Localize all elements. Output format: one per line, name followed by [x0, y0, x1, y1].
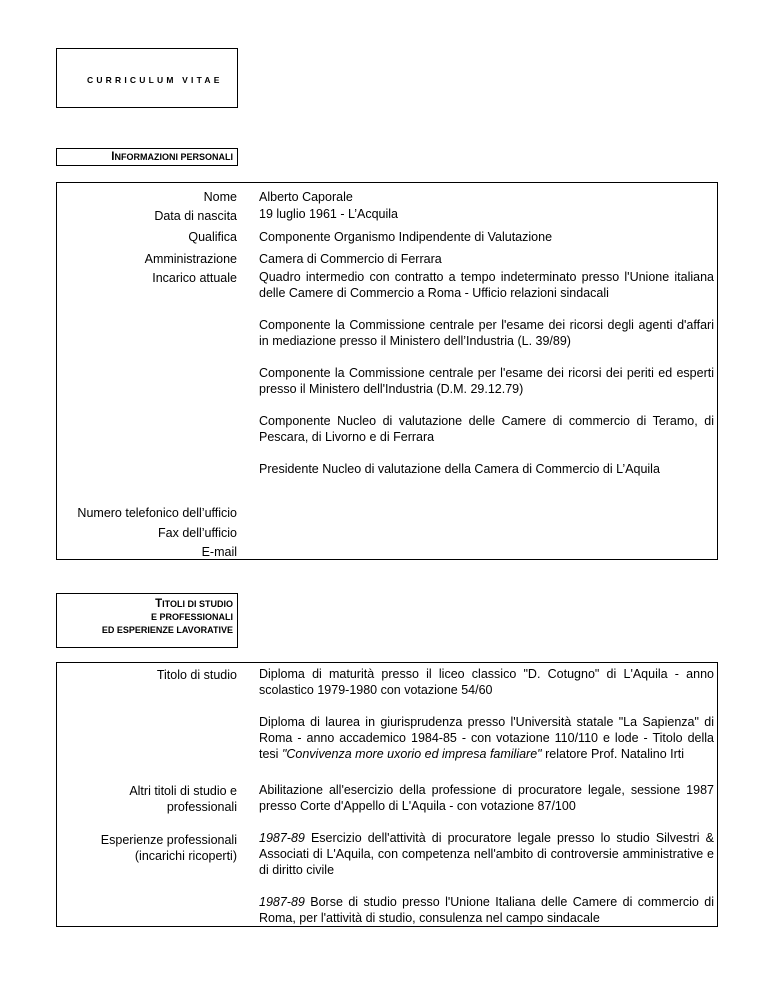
heading-line-2: E PROFESSIONALI	[150, 612, 233, 622]
titolo-2-relatore: relatore Prof. Natalino Irti	[541, 747, 685, 761]
label-nome: Nome	[203, 190, 237, 204]
heading-initial: T	[155, 598, 163, 610]
esperienza-1-text: Esercizio dell'attività di procuratore legale presso lo studio Silvestri & Associati di L'Aquila, con competenza nell'ambito di controversie amministrative e di diritto civile	[259, 831, 714, 877]
label-incarico: Incarico attuale	[152, 271, 237, 285]
esperienza-1-year: 1987-89	[259, 831, 305, 845]
value-incarico-2: Componente la Commissione centrale per l'esame dei ricorsi degli agenti d'affari in mediazione presso il Ministero dell’Industria (L. 39/89)	[259, 318, 714, 348]
value-incarico-4: Componente Nucleo di valutazione delle Camere di commercio di Teramo, di Pescara, di Livorno e di Ferrara	[259, 414, 714, 444]
value-data-nascita: 19 luglio 1961 - L’Acquila	[259, 207, 398, 221]
esperienza-2-year: 1987-89	[259, 895, 305, 909]
value-incarico-3: Componente la Commissione centrale per l'esame dei ricorsi dei periti ed esperti presso il Ministero dell'Industria (D.M. 29.12.79)	[259, 366, 714, 396]
section-heading-education	[56, 593, 238, 648]
label-fax: Fax dell’ufficio	[158, 526, 237, 540]
heading-text: ITOLI DI STUDIO	[162, 599, 233, 609]
thesis-title: "Convivenza more uxorio ed impresa familiare"	[281, 747, 542, 761]
label-altri-titoli-1: Altri titoli di studio e	[129, 784, 237, 798]
label-telefono: Numero telefonico dell’ufficio	[77, 506, 237, 520]
personal-info-panel	[56, 182, 718, 560]
value-incarico-5: Presidente Nucleo di valutazione della Camera di Commercio di L’Aquila	[259, 462, 660, 476]
label-data-nascita: Data di nascita	[154, 209, 237, 223]
title-box	[56, 48, 238, 108]
label-email: E-mail	[201, 545, 237, 559]
document-title: CURRICULUM VITAE	[87, 75, 223, 85]
label-altri-titoli-2: professionali	[166, 800, 237, 814]
label-amministrazione: Amministrazione	[144, 252, 237, 266]
esperienza-2-text: Borse di studio presso l'Unione Italiana delle Camere di commercio di Roma, per l'attività di studio, consulenza nel campo sindacale	[259, 895, 714, 925]
heading-line-1	[57, 598, 233, 611]
value-esperienza-1	[259, 830, 714, 878]
heading-line-3: ED ESPERIENZE LAVORATIVE	[101, 625, 233, 635]
label-titolo: Titolo di studio	[156, 668, 237, 682]
value-altri-titoli: Abilitazione all'esercizio della professione di procuratore legale, sessione 1987 presso Corte d'Appello di L'Aquila - con votazione 87/100	[259, 783, 714, 813]
value-nome: Alberto Caporale	[259, 190, 353, 204]
value-esperienza-2	[259, 894, 714, 926]
section-heading-personal-info	[56, 148, 238, 166]
heading-initial: I	[111, 151, 115, 163]
education-panel	[56, 662, 718, 927]
titolo-2-text: Diploma di laurea in giurisprudenza presso l'Università statale "La Sapienza" di Roma - anno accademico 1984-85 - con votazione 110/110 e lode - Titolo della tesi	[259, 715, 714, 761]
value-titolo-2	[259, 714, 714, 762]
value-titolo-1: Diploma di maturità presso il liceo classico "D. Cotugno" di L'Aquila - anno scolastico 1979-1980 con votazione 54/60	[259, 667, 714, 697]
heading-text: NFORMAZIONI PERSONALI	[114, 152, 233, 162]
value-amministrazione: Camera di Commercio di Ferrara	[259, 252, 442, 266]
label-esperienze-1: Esperienze professionali	[100, 833, 237, 847]
value-incarico-1: Quadro intermedio con contratto a tempo indeterminato presso l'Unione italiana delle Camere di Commercio a Roma - Ufficio relazioni sindacali	[259, 270, 714, 300]
value-qualifica: Componente Organismo Indipendente di Valutazione	[259, 230, 553, 244]
label-esperienze-2: (incarichi ricoperti)	[134, 849, 237, 863]
label-qualifica: Qualifica	[188, 230, 237, 244]
